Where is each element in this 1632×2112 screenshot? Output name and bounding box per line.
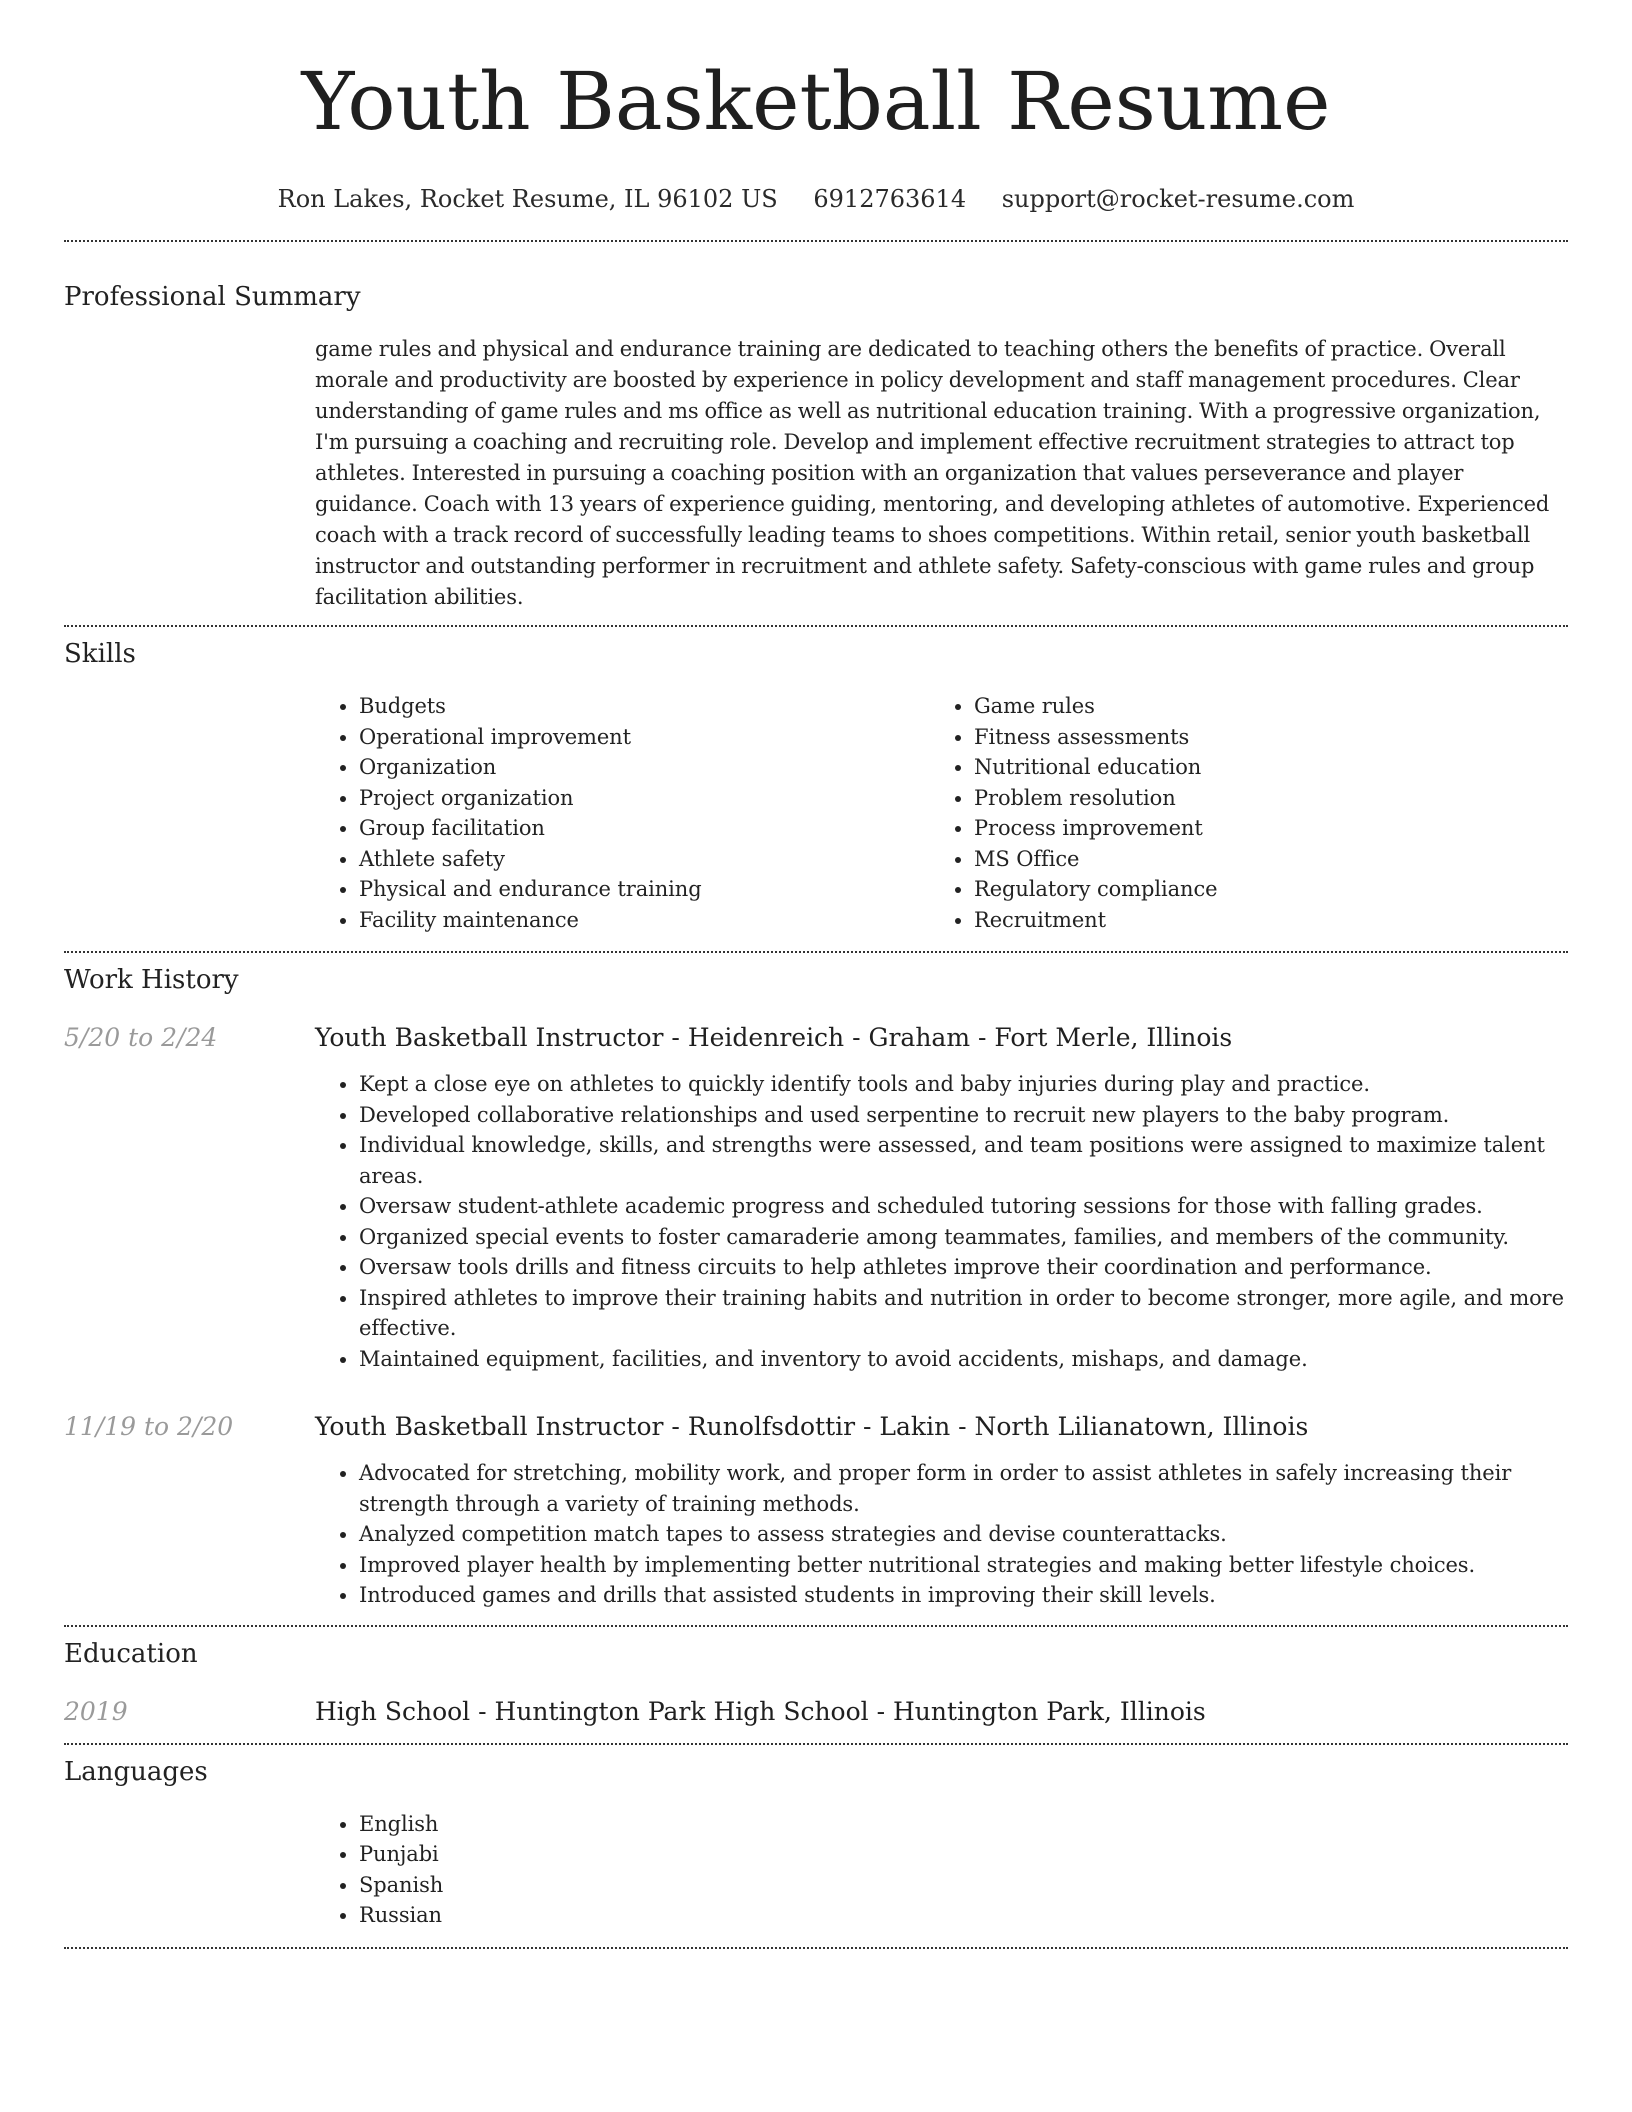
- skill-item: • Budgets: [359, 691, 930, 722]
- summary-text: game rules and physical and endurance training are dedicated to teaching others the benefits of practice. Overall morale and productivity are boosted by experience in policy development and staff management procedures. Clear understanding of game rules and ms office as well as nutritional education training. With a progressive organization, I'm pursuing a coaching and recruiting role. Develop and implement effective recruitment strategies to attract top athletes. Interested in pursuing a coaching position with an organization that values perseverance and player guidance. Coach with 13 years of experience guiding, mentoring, and developing athletes of automotive. Experienced coach with a track record of successfully leading teams to shoes competitions. Within retail, senior youth basketball instructor and outstanding performer in recruitment and athlete safety. Safety-conscious with game rules and group facilitation abilities.: [315, 337, 1550, 609]
- work-bullet: • Kept a close eye on athletes to quickly identify tools and baby injuries during play and practice.: [359, 1069, 1568, 1100]
- languages-heading: Languages: [64, 1756, 208, 1787]
- contact-address: Ron Lakes, Rocket Resume, IL 96102 US: [277, 185, 778, 213]
- work-bullet-list: [315, 1069, 1568, 1374]
- skill-item: • Operational improvement: [359, 722, 930, 753]
- divider: [64, 1947, 1568, 1949]
- skill-item: • Recruitment: [974, 905, 1545, 936]
- summary-body: [315, 334, 1568, 613]
- skill-item: • Game rules: [974, 691, 1545, 722]
- skill-item: • Organization: [359, 752, 930, 783]
- work-date: 5/20 to 2/24: [64, 1023, 218, 1052]
- contact-phone: 6912763614: [813, 185, 967, 213]
- work-bullet: • Individual knowledge, skills, and strengths were assessed, and team positions were assigned to maximize talent areas.: [359, 1130, 1568, 1191]
- skill-item: • Problem resolution: [974, 783, 1545, 814]
- work-bullet-list: [315, 1458, 1568, 1611]
- education-header: [315, 1695, 1568, 1729]
- work-date: 11/19 to 2/20: [64, 1412, 234, 1441]
- work-header: [315, 1410, 1568, 1444]
- work-bullet: • Oversaw student-athlete academic progress and scheduled tutoring sessions for those with falling grades.: [359, 1191, 1568, 1222]
- work-bullet: • Inspired athletes to improve their training habits and nutrition in order to become stronger, more agile, and more effective.: [359, 1283, 1568, 1344]
- skills-heading: Skills: [64, 639, 136, 669]
- work-bullet: • Maintained equipment, facilities, and inventory to avoid accidents, mishaps, and damage.: [359, 1344, 1568, 1375]
- skills-column-left: [315, 691, 930, 935]
- skill-item: • Fitness assessments: [974, 722, 1545, 753]
- work-section: [64, 963, 1568, 1611]
- skill-item: • Group facilitation: [359, 813, 930, 844]
- work-bullet: • Improved player health by implementing better nutritional strategies and making better lifestyle choices.: [359, 1550, 1568, 1581]
- skills-column-right: [930, 691, 1545, 935]
- work-bullet: • Oversaw tools drills and fitness circuits to help athletes improve their coordination and performance.: [359, 1252, 1568, 1283]
- language-item: • English: [359, 1809, 1568, 1840]
- work-bullets: [315, 1458, 1568, 1611]
- language-item: • Russian: [359, 1900, 1568, 1931]
- education-section: [64, 1637, 1568, 1729]
- education-degree: High School: [315, 1696, 471, 1726]
- job-title: Youth Basketball Instructor: [315, 1023, 664, 1052]
- resume-title: Youth Basketball Resume: [301, 55, 1331, 148]
- skill-item: • MS Office: [974, 844, 1545, 875]
- work-bullet: • Advocated for stretching, mobility work, and proper form in order to assist athletes in safely increasing their strength through a variety of training methods.: [359, 1458, 1568, 1519]
- work-bullets: [315, 1069, 1568, 1374]
- skill-item: • Process improvement: [974, 813, 1545, 844]
- job-details: - Runolfsdottir - Lakin - North Lilianatown, Illinois: [663, 1412, 1309, 1441]
- language-item: • Punjabi: [359, 1839, 1568, 1870]
- work-entry: [64, 1410, 1568, 1611]
- divider: [64, 1625, 1568, 1627]
- work-bullet: • Analyzed competition match tapes to assess strategies and devise counterattacks.: [359, 1519, 1568, 1550]
- skill-item: • Athlete safety: [359, 844, 930, 875]
- skills-section: [64, 637, 1568, 935]
- skills-columns: [315, 691, 1568, 935]
- skill-item: • Nutritional education: [974, 752, 1545, 783]
- job-details: - Heidenreich - Graham - Fort Merle, Illinois: [663, 1023, 1233, 1052]
- divider: [64, 240, 1568, 242]
- divider: [64, 951, 1568, 953]
- divider: [64, 625, 1568, 627]
- skills-list-left: [315, 691, 930, 935]
- languages-list: [315, 1809, 1568, 1931]
- education-date: 2019: [64, 1696, 128, 1726]
- language-item: • Spanish: [359, 1870, 1568, 1901]
- work-bullet: • Introduced games and drills that assisted students in improving their skill levels.: [359, 1580, 1568, 1611]
- skill-item: • Regulatory compliance: [974, 874, 1545, 905]
- skill-item: • Physical and endurance training: [359, 874, 930, 905]
- skill-item: • Project organization: [359, 783, 930, 814]
- skill-item: • Facility maintenance: [359, 905, 930, 936]
- education-entry: [64, 1695, 1568, 1729]
- education-details: - Huntington Park High School - Huntington Park, Illinois: [470, 1696, 1206, 1726]
- skills-list-right: [930, 691, 1545, 935]
- summary-section: [64, 280, 1568, 613]
- languages-section: [64, 1755, 1568, 1931]
- divider: [64, 1743, 1568, 1745]
- languages-body: [315, 1809, 1568, 1931]
- work-bullet: • Organized special events to foster camaraderie among teammates, families, and members of the community.: [359, 1222, 1568, 1253]
- resume-page: [64, 0, 1568, 1949]
- education-heading: Education: [64, 1638, 198, 1669]
- summary-heading: Professional Summary: [64, 282, 361, 312]
- contact-line: [64, 182, 1568, 216]
- job-title: Youth Basketball Instructor: [315, 1412, 664, 1441]
- work-bullet: • Developed collaborative relationships and used serpentine to recruit new players to the baby program.: [359, 1100, 1568, 1131]
- contact-email: support@rocket-resume.com: [1001, 185, 1355, 213]
- work-entry: [64, 1021, 1568, 1374]
- work-header: [315, 1021, 1568, 1055]
- work-heading: Work History: [64, 965, 239, 995]
